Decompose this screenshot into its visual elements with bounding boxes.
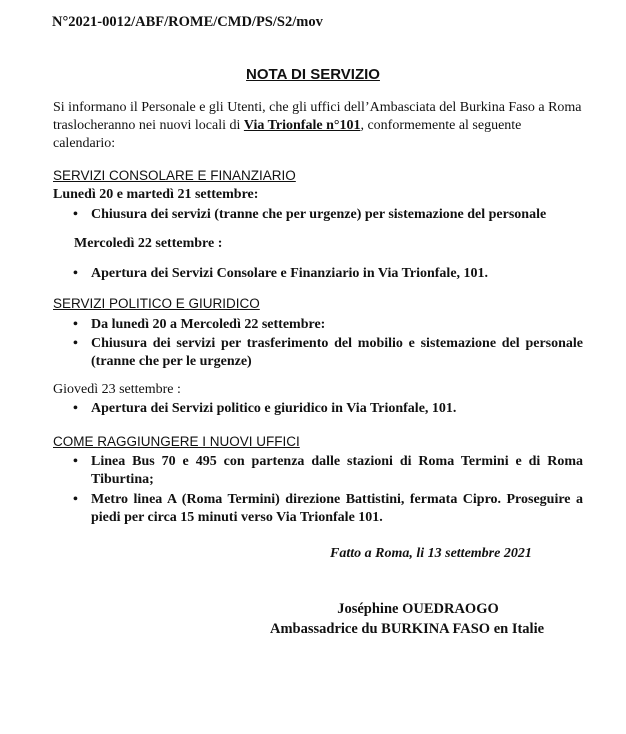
- bullet-icon: •: [73, 266, 78, 281]
- list-item: [73, 316, 583, 334]
- list-item-text: Chiusura dei servizi per trasferimento del mobilio e sistemazione del personale (tranne che per le urgenze): [91, 336, 583, 369]
- intro-address: Via Trionfale n°101: [243, 118, 361, 133]
- subheading-monday-tuesday: Lunedì 20 e martedì 21 settembre:: [53, 187, 259, 202]
- reference-number: N°2021-0012/ABF/ROME/CMD/PS/S2/mov: [52, 14, 323, 30]
- subheading-thursday: Giovedì 23 settembre :: [53, 382, 181, 397]
- document-title: NOTA DI SERVIZIO: [246, 66, 380, 83]
- list-item-text: Da lunedì 20 a Mercoledì 22 settembre:: [91, 317, 326, 332]
- bullet-icon: •: [73, 492, 78, 507]
- signatory-role: Ambassadrice du BURKINA FASO en Italie: [270, 621, 545, 637]
- list-item: [73, 491, 583, 527]
- list-item-text: Chiusura dei servizi (tranne che per urgenze) per sistemazione del personale: [91, 207, 547, 222]
- list-item-text: Apertura dei Servizi Consolare e Finanziario in Via Trionfale, 101.: [91, 266, 489, 281]
- list-item-text: Metro linea A (Roma Termini) direzione Battistini, fermata Cipro. Proseguire a piedi per circa 15 minuti verso Via Trionfale 101.: [91, 492, 583, 525]
- list-item: [73, 335, 583, 371]
- section-heading-consolare: SERVIZI CONSOLARE E FINANZIARIO: [53, 168, 296, 183]
- list-item-text: Linea Bus 70 e 495 con partenza dalle stazioni di Roma Termini e di Roma Tiburtina;: [91, 454, 583, 487]
- bullet-icon: •: [73, 317, 78, 332]
- section-heading-come-raggiungere: COME RAGGIUNGERE I NUOVI UFFICI: [53, 434, 300, 449]
- bullet-icon: •: [73, 336, 78, 351]
- bullet-icon: •: [73, 207, 78, 222]
- list-item: [73, 453, 583, 489]
- signatory-name: Joséphine OUEDRAOGO: [337, 601, 499, 617]
- list-item-text: Apertura dei Servizi politico e giuridico in Via Trionfale, 101.: [91, 401, 457, 416]
- intro-text-end: , conformemente al seguente calendario:: [53, 118, 522, 151]
- subheading-wednesday: Mercoledì 22 settembre :: [74, 236, 223, 251]
- place-and-date: Fatto a Roma, li 13 settembre 2021: [330, 546, 532, 561]
- list-item: [73, 206, 583, 224]
- list-item: [73, 265, 583, 283]
- section-heading-politico: SERVIZI POLITICO E GIURIDICO: [53, 296, 260, 311]
- intro-paragraph: [53, 99, 583, 153]
- bullet-icon: •: [73, 401, 78, 416]
- bullet-icon: •: [73, 454, 78, 469]
- intro-text-start: Si informano il Personale e gli Utenti, che gli uffici dell’Ambasciata del Burkina Faso a Roma traslocheranno nei nuovi locali di: [53, 100, 582, 133]
- list-item: [73, 400, 583, 418]
